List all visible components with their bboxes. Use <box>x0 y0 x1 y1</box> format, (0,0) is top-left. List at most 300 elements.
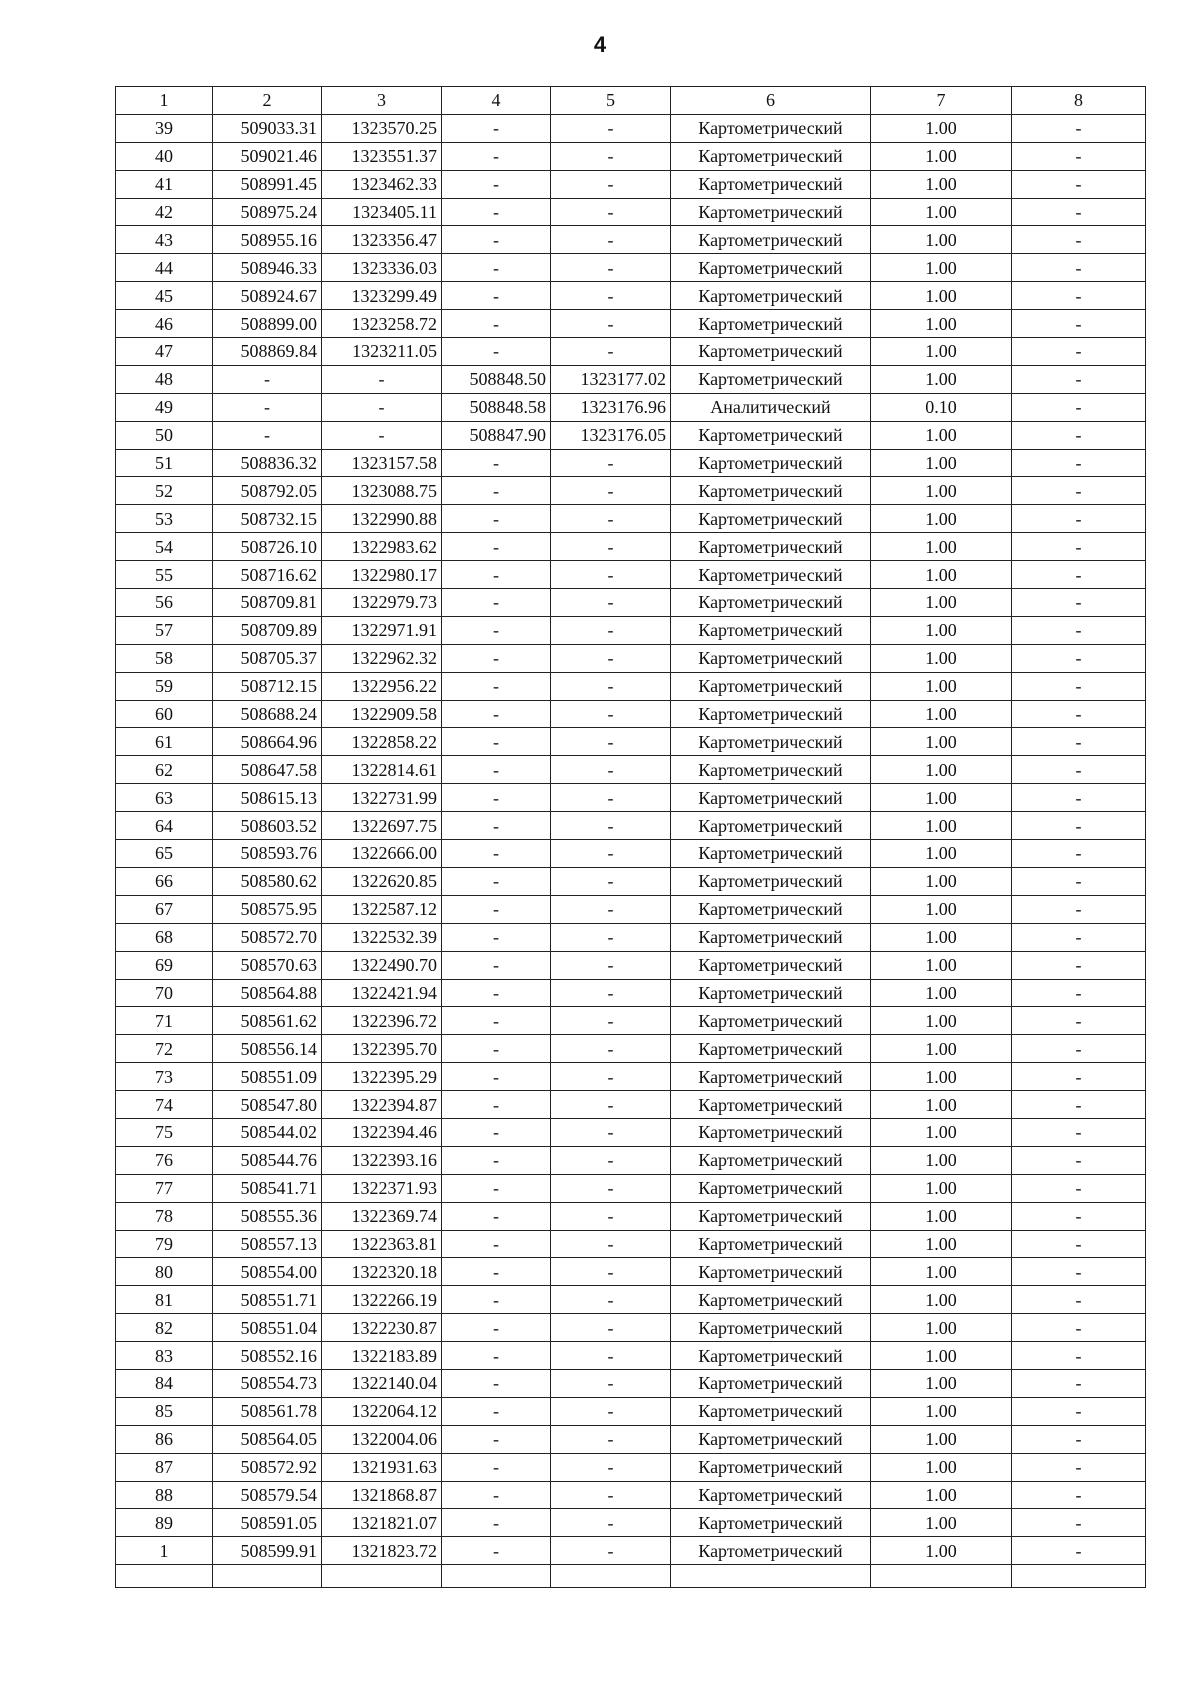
table-cell: - <box>551 1118 671 1146</box>
table-row <box>116 1509 1146 1537</box>
table-cell: 49 <box>116 393 213 421</box>
table-cell: 53 <box>116 505 213 533</box>
table-cell: 1.00 <box>871 644 1012 672</box>
table-cell: - <box>442 784 551 812</box>
table-cell: 1.00 <box>871 1397 1012 1425</box>
table-cell: 42 <box>116 198 213 226</box>
table-cell: 508544.02 <box>213 1118 322 1146</box>
table-cell: Картометрический <box>671 198 871 226</box>
table-cell: Картометрический <box>671 338 871 366</box>
table-cell: 82 <box>116 1314 213 1342</box>
table-cell: - <box>1012 226 1146 254</box>
table-cell <box>442 1565 551 1588</box>
table-row <box>116 142 1146 170</box>
table-cell: 71 <box>116 1007 213 1035</box>
table-cell: 48 <box>116 365 213 393</box>
table-row <box>116 1174 1146 1202</box>
table-cell: 1.00 <box>871 1118 1012 1146</box>
column-header: 2 <box>213 87 322 115</box>
table-cell: Картометрический <box>671 1286 871 1314</box>
table-cell: 1322320.18 <box>322 1258 442 1286</box>
table-cell: 1323570.25 <box>322 114 442 142</box>
table-cell: 508924.67 <box>213 282 322 310</box>
column-header: 7 <box>871 87 1012 115</box>
table-cell: 1322421.94 <box>322 979 442 1007</box>
table-cell: 508552.16 <box>213 1342 322 1370</box>
table-cell: 1 <box>116 1537 213 1565</box>
table-cell: 1322697.75 <box>322 812 442 840</box>
table-cell: 55 <box>116 561 213 589</box>
table-cell: - <box>551 198 671 226</box>
table-cell: - <box>442 756 551 784</box>
table-row <box>116 1369 1146 1397</box>
table-cell: 1.00 <box>871 756 1012 784</box>
table-cell: 1.00 <box>871 170 1012 198</box>
table-row <box>116 672 1146 700</box>
table-cell: - <box>1012 672 1146 700</box>
table-row <box>116 338 1146 366</box>
table-cell: 1322532.39 <box>322 923 442 951</box>
table-cell: - <box>442 672 551 700</box>
table-cell: 62 <box>116 756 213 784</box>
table-cell: - <box>551 533 671 561</box>
table-row <box>116 393 1146 421</box>
table-cell: - <box>1012 282 1146 310</box>
table-cell: - <box>1012 1091 1146 1119</box>
table-cell: Картометрический <box>671 1342 871 1370</box>
table-cell: 508541.71 <box>213 1174 322 1202</box>
table-cell: - <box>1012 589 1146 617</box>
table-row <box>116 1258 1146 1286</box>
table-cell: - <box>1012 756 1146 784</box>
table-cell: 508732.15 <box>213 505 322 533</box>
table-cell: 1322983.62 <box>322 533 442 561</box>
table-cell: - <box>442 1063 551 1091</box>
table-cell: 1.00 <box>871 1063 1012 1091</box>
table-cell: - <box>322 393 442 421</box>
table-cell: 1322140.04 <box>322 1369 442 1397</box>
table-row <box>116 1063 1146 1091</box>
table-cell: - <box>442 923 551 951</box>
table-cell: - <box>442 1202 551 1230</box>
table-cell: - <box>1012 1425 1146 1453</box>
table-cell: 509033.31 <box>213 114 322 142</box>
table-cell: Картометрический <box>671 979 871 1007</box>
table-cell: Картометрический <box>671 1509 871 1537</box>
table-cell: - <box>442 198 551 226</box>
table-row <box>116 867 1146 895</box>
table-cell: - <box>1012 449 1146 477</box>
table-cell: 1.00 <box>871 1202 1012 1230</box>
table-cell: 1322395.70 <box>322 1035 442 1063</box>
table-row <box>116 840 1146 868</box>
table-cell: - <box>551 895 671 923</box>
table-cell: 1.00 <box>871 700 1012 728</box>
table-cell: 47 <box>116 338 213 366</box>
column-header: 4 <box>442 87 551 115</box>
table-cell: 46 <box>116 310 213 338</box>
table-cell: 508591.05 <box>213 1509 322 1537</box>
table-cell: - <box>551 616 671 644</box>
table-cell: 1.00 <box>871 867 1012 895</box>
table-cell: 1.00 <box>871 505 1012 533</box>
table-cell: - <box>1012 1342 1146 1370</box>
table-cell: Картометрический <box>671 226 871 254</box>
table-cell: - <box>442 282 551 310</box>
table-row <box>116 756 1146 784</box>
table-cell: - <box>442 700 551 728</box>
table-row <box>116 589 1146 617</box>
table-cell: - <box>551 310 671 338</box>
table-row <box>116 895 1146 923</box>
table-cell: - <box>322 365 442 393</box>
table-cell: - <box>551 1397 671 1425</box>
table-cell: Картометрический <box>671 449 871 477</box>
table-cell: - <box>442 979 551 1007</box>
table-row <box>116 1091 1146 1119</box>
table-cell: - <box>551 923 671 951</box>
table-cell: 508551.71 <box>213 1286 322 1314</box>
column-header: 8 <box>1012 87 1146 115</box>
table-cell: - <box>1012 505 1146 533</box>
table-cell: - <box>551 1369 671 1397</box>
table-row <box>116 728 1146 756</box>
table-cell: 1.00 <box>871 1453 1012 1481</box>
table-cell: - <box>1012 867 1146 895</box>
table-cell: 44 <box>116 254 213 282</box>
table-cell: - <box>1012 616 1146 644</box>
table-cell: 1.00 <box>871 1481 1012 1509</box>
table-cell: 75 <box>116 1118 213 1146</box>
table-cell: 508716.62 <box>213 561 322 589</box>
table-cell: 508575.95 <box>213 895 322 923</box>
table-cell: Картометрический <box>671 421 871 449</box>
table-cell: - <box>551 700 671 728</box>
table-cell: - <box>442 254 551 282</box>
table-cell: 1322394.87 <box>322 1091 442 1119</box>
table-cell: 1.00 <box>871 979 1012 1007</box>
table-cell: - <box>1012 895 1146 923</box>
table-cell: 84 <box>116 1369 213 1397</box>
table-cell: - <box>551 114 671 142</box>
table-cell: 508792.05 <box>213 477 322 505</box>
table-cell: 69 <box>116 951 213 979</box>
table-cell: - <box>551 1286 671 1314</box>
table-cell: 508544.76 <box>213 1146 322 1174</box>
table-cell: 1.00 <box>871 282 1012 310</box>
table-cell: - <box>1012 533 1146 561</box>
table-cell: - <box>442 561 551 589</box>
table-cell: - <box>1012 1174 1146 1202</box>
table-cell: 1.00 <box>871 895 1012 923</box>
table-cell: 1.00 <box>871 589 1012 617</box>
table-cell: - <box>551 728 671 756</box>
table-cell: - <box>551 142 671 170</box>
table-cell: - <box>551 1174 671 1202</box>
table-cell: - <box>551 226 671 254</box>
column-header: 3 <box>322 87 442 115</box>
table-cell: - <box>442 114 551 142</box>
table-cell: 79 <box>116 1230 213 1258</box>
table-cell: 1322858.22 <box>322 728 442 756</box>
table-cell: 508555.36 <box>213 1202 322 1230</box>
table-cell: 1.00 <box>871 1369 1012 1397</box>
table-row <box>116 1035 1146 1063</box>
table-cell: Картометрический <box>671 533 871 561</box>
table-cell: - <box>551 1202 671 1230</box>
table-cell: 1.00 <box>871 784 1012 812</box>
table-row <box>116 1397 1146 1425</box>
table-cell: - <box>1012 1007 1146 1035</box>
table-cell: 508557.13 <box>213 1230 322 1258</box>
table-cell: 508899.00 <box>213 310 322 338</box>
table-cell: Картометрический <box>671 840 871 868</box>
table-cell: 1323356.47 <box>322 226 442 254</box>
table-cell: - <box>1012 142 1146 170</box>
table-cell: - <box>1012 1453 1146 1481</box>
table-cell: 508709.89 <box>213 616 322 644</box>
table-cell <box>551 1565 671 1588</box>
table-cell: 508572.70 <box>213 923 322 951</box>
table-cell: Картометрический <box>671 1007 871 1035</box>
table-row <box>116 644 1146 672</box>
table-cell: 1.00 <box>871 840 1012 868</box>
table-cell: - <box>1012 1202 1146 1230</box>
table-header-row <box>116 87 1146 115</box>
table-cell: - <box>1012 1146 1146 1174</box>
table-cell: - <box>551 840 671 868</box>
page-number: 4 <box>593 32 607 57</box>
table-row <box>116 1118 1146 1146</box>
table-cell: - <box>442 1537 551 1565</box>
table-cell: Картометрический <box>671 505 871 533</box>
table-cell: 1.00 <box>871 1146 1012 1174</box>
table-cell: Картометрический <box>671 561 871 589</box>
table-cell: 508580.62 <box>213 867 322 895</box>
table-cell: 83 <box>116 1342 213 1370</box>
table-cell: - <box>551 1063 671 1091</box>
table-row <box>116 477 1146 505</box>
table-cell: - <box>551 1146 671 1174</box>
table-cell: 1322183.89 <box>322 1342 442 1370</box>
table-cell: 1322587.12 <box>322 895 442 923</box>
table-cell <box>116 1565 213 1588</box>
table-row <box>116 1537 1146 1565</box>
table-cell: - <box>551 812 671 840</box>
table-row <box>116 365 1146 393</box>
table-cell: Аналитический <box>671 393 871 421</box>
table-cell: 508547.80 <box>213 1091 322 1119</box>
table-cell: - <box>442 1481 551 1509</box>
table-cell <box>671 1565 871 1588</box>
table-cell: - <box>1012 477 1146 505</box>
table-cell: - <box>1012 114 1146 142</box>
table-cell: 508579.54 <box>213 1481 322 1509</box>
table-cell: - <box>551 561 671 589</box>
table-cell: - <box>551 338 671 366</box>
table-cell: 1.00 <box>871 923 1012 951</box>
table-cell: 1.00 <box>871 338 1012 366</box>
table-cell: - <box>442 951 551 979</box>
table-cell: 1322396.72 <box>322 1007 442 1035</box>
table-cell: 88 <box>116 1481 213 1509</box>
table-cell: - <box>442 1397 551 1425</box>
table-cell: - <box>1012 1230 1146 1258</box>
table-cell: - <box>442 533 551 561</box>
table-cell: - <box>1012 644 1146 672</box>
table-cell: - <box>1012 1258 1146 1286</box>
table-cell: - <box>442 644 551 672</box>
table-cell: 76 <box>116 1146 213 1174</box>
table-cell: 74 <box>116 1091 213 1119</box>
table-cell: 78 <box>116 1202 213 1230</box>
table-cell: - <box>213 421 322 449</box>
table-cell: - <box>442 1509 551 1537</box>
table-cell: 508848.50 <box>442 365 551 393</box>
table-row <box>116 1481 1146 1509</box>
table-cell: - <box>1012 198 1146 226</box>
table-cell: 1.00 <box>871 1537 1012 1565</box>
table-cell: 1.00 <box>871 812 1012 840</box>
table-cell: - <box>1012 1509 1146 1537</box>
table-cell: 1323336.03 <box>322 254 442 282</box>
table-cell: - <box>442 449 551 477</box>
table-cell: 1.00 <box>871 1174 1012 1202</box>
table-cell: 70 <box>116 979 213 1007</box>
table-cell: - <box>1012 1063 1146 1091</box>
table-cell: 1.00 <box>871 616 1012 644</box>
table-cell: - <box>442 1425 551 1453</box>
table-row <box>116 533 1146 561</box>
table-cell: Картометрический <box>671 1258 871 1286</box>
table-cell: Картометрический <box>671 1035 871 1063</box>
table-cell: 54 <box>116 533 213 561</box>
table-row <box>116 170 1146 198</box>
table-cell: 1323405.11 <box>322 198 442 226</box>
table-cell: 1.00 <box>871 1509 1012 1537</box>
table-row <box>116 226 1146 254</box>
table-cell: 1.00 <box>871 1286 1012 1314</box>
table-cell: Картометрический <box>671 923 871 951</box>
table-cell: Картометрический <box>671 616 871 644</box>
table-cell: - <box>551 644 671 672</box>
table-cell: 81 <box>116 1286 213 1314</box>
table-cell: 1.00 <box>871 672 1012 700</box>
table-cell: - <box>551 672 671 700</box>
table-cell: 1322971.91 <box>322 616 442 644</box>
table-cell: 1323177.02 <box>551 365 671 393</box>
table-cell: Картометрический <box>671 672 871 700</box>
column-header: 1 <box>116 87 213 115</box>
table-cell: - <box>551 784 671 812</box>
table-cell: 1321868.87 <box>322 1481 442 1509</box>
table-row <box>116 1286 1146 1314</box>
table-cell: - <box>1012 1369 1146 1397</box>
table-cell: - <box>442 1118 551 1146</box>
table-cell: - <box>1012 979 1146 1007</box>
table-cell: 1322962.32 <box>322 644 442 672</box>
table-cell: 1323258.72 <box>322 310 442 338</box>
table-cell: 64 <box>116 812 213 840</box>
table-cell: Картометрический <box>671 1537 871 1565</box>
table-cell: 1322266.19 <box>322 1286 442 1314</box>
table-cell: 1322394.46 <box>322 1118 442 1146</box>
table-cell: 508869.84 <box>213 338 322 366</box>
table-cell: 1322393.16 <box>322 1146 442 1174</box>
table-cell: - <box>442 1342 551 1370</box>
table-cell: Картометрический <box>671 644 871 672</box>
table-cell: 1323176.05 <box>551 421 671 449</box>
table-cell: 1323157.58 <box>322 449 442 477</box>
column-header: 6 <box>671 87 871 115</box>
table-cell: 1322990.88 <box>322 505 442 533</box>
table-row <box>116 1230 1146 1258</box>
table-cell: 1322064.12 <box>322 1397 442 1425</box>
table-cell: - <box>442 1286 551 1314</box>
table-cell <box>213 1565 322 1588</box>
table-cell: 1322909.58 <box>322 700 442 728</box>
table-cell: - <box>442 1146 551 1174</box>
table-cell: 508551.09 <box>213 1063 322 1091</box>
table-cell: 63 <box>116 784 213 812</box>
table-cell: Картометрический <box>671 1453 871 1481</box>
table-cell: - <box>442 1369 551 1397</box>
table-row <box>116 1453 1146 1481</box>
table-cell: 1322956.22 <box>322 672 442 700</box>
table-cell: 508991.45 <box>213 170 322 198</box>
coordinates-table <box>115 86 1146 1588</box>
table-cell: - <box>1012 784 1146 812</box>
table-row <box>116 951 1146 979</box>
table-cell: 1322490.70 <box>322 951 442 979</box>
table-cell: - <box>442 1174 551 1202</box>
table-cell: - <box>442 505 551 533</box>
table-cell: - <box>442 142 551 170</box>
table-cell: - <box>442 1091 551 1119</box>
table-cell <box>1012 1565 1146 1588</box>
table-cell: 68 <box>116 923 213 951</box>
table-cell: 66 <box>116 867 213 895</box>
table-cell: - <box>1012 1286 1146 1314</box>
table-cell: 508847.90 <box>442 421 551 449</box>
table-cell: - <box>1012 1537 1146 1565</box>
table-cell: 1.00 <box>871 1007 1012 1035</box>
table-cell: 1.00 <box>871 421 1012 449</box>
table-cell: 1323211.05 <box>322 338 442 366</box>
table-row <box>116 1314 1146 1342</box>
table-cell: - <box>551 1007 671 1035</box>
table-cell: 508603.52 <box>213 812 322 840</box>
table-row <box>116 114 1146 142</box>
table-cell: 1323462.33 <box>322 170 442 198</box>
table-cell: Картометрический <box>671 812 871 840</box>
table-cell: - <box>1012 561 1146 589</box>
table-cell: - <box>551 951 671 979</box>
table-cell: - <box>1012 365 1146 393</box>
table-cell: 508615.13 <box>213 784 322 812</box>
table-cell: 1.00 <box>871 1425 1012 1453</box>
table-cell: - <box>1012 393 1146 421</box>
table-cell: 509021.46 <box>213 142 322 170</box>
table-cell: Картометрический <box>671 1063 871 1091</box>
table-row <box>116 979 1146 1007</box>
table-cell: 1322363.81 <box>322 1230 442 1258</box>
table-cell: - <box>1012 170 1146 198</box>
table-cell: - <box>551 1509 671 1537</box>
table-cell: 1321931.63 <box>322 1453 442 1481</box>
table-cell: 1.00 <box>871 728 1012 756</box>
table-cell: 58 <box>116 644 213 672</box>
